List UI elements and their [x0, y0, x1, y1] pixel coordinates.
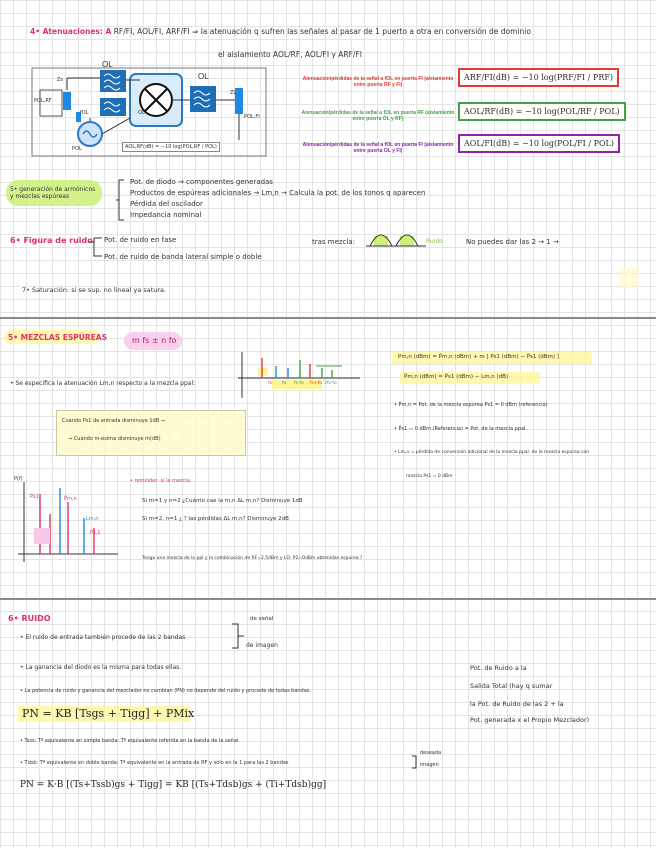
spectrum2-axis: P(f) [14, 476, 23, 482]
divider-1 [0, 317, 656, 319]
att-row-3-formula: AOL/FI(dB) = −10 log(POL/FI / POL) [458, 134, 620, 153]
filter-right [190, 86, 216, 112]
ol-label-right: OL [198, 72, 209, 81]
mezclas-q1: Si m=1 y n=2 ¿Cuánto cae la m,n ΔL m,n? Disminuye 1dB [142, 498, 303, 504]
zs-label: Zs [57, 77, 64, 83]
section5-item-2: Productos de espúreas adicionales → Lm,n → Calcula la pot. de los tonos q aparecen [130, 189, 426, 197]
section4-number: 4• Atenuaciones: A [30, 27, 112, 36]
att-row-1-formula: ARF/FI(dB) = −10 log(PRF/FI / PRF) [458, 68, 619, 87]
section6-brace [88, 234, 102, 258]
mezclas-left-text: • Se especifica la atenuación Lm,n respecto a la mezcla ppal: [10, 380, 196, 387]
mezclas-right-line-2: P̃m,n (dBm) = P̃s1 (dBm) − Lm,n (dB) [404, 374, 509, 380]
ruido-note-3: la Pot. de Ruido de las 2 + la [470, 700, 564, 708]
zl-label: ZL [230, 90, 237, 96]
spectrum2-label-1: P̃s1 [30, 494, 39, 500]
mixer-diagram [30, 60, 270, 160]
att-row-2-formula: AOL/RF(dB) = −10 log(POL/RF / POL) [458, 102, 626, 121]
section6-branch-1: Pot. de ruido en fase [104, 236, 177, 244]
section5-label-text: 5• generación de armónicos y mezclas espúreas [10, 186, 96, 200]
mezclas-right-line-6: mezcla Ps1 = 0 dBm [406, 474, 453, 479]
mezclas-yellow-line-1: Cuando Ps1 de entrada disminuye 1dB ⇒ [62, 418, 165, 424]
diagram-bottom-formula: AOL,RF(dB) = −10 log(POL,RF / POL) [122, 142, 220, 152]
noise-bumps-sketch [366, 226, 426, 248]
mezclas-formula-pink: m fs ± n fo [132, 336, 177, 345]
section5-label [6, 180, 102, 206]
spectrum-tag-diff: fs-fo [294, 381, 304, 386]
ruido-line-2: de señal [250, 616, 274, 622]
ruido-note-2: Salida Total (hay q sumar [470, 682, 553, 690]
spectrum-tag-sum: fs+fo [310, 381, 323, 386]
mezclas-right-line-4: • P̃s1 − 0 dBm (Referencia) = Pot. de la mezcla ppal. [394, 426, 528, 432]
mezclas-q2: Si m=2, n=1 ¿ ? las pérdidas ΔL m,n? Disminuye 2dB [142, 516, 289, 522]
spectrum2-label-4: Lm,n [86, 516, 99, 522]
divider-2 [0, 598, 656, 600]
spectrum2-label-3: P̃s,1 [90, 530, 101, 536]
mezclas-title: 5• MEZCLAS ESPÚREAS [8, 333, 107, 342]
mezclas-yellow-box [56, 410, 246, 456]
zs-resistor [63, 92, 71, 110]
ruido-formula-bottom: PN = K·B [(Ts+Tssb)gs + Tigg] = KB [(Ts+Tdsb)gs + (Ti+Tdsb)gg] [20, 780, 327, 790]
fol-label: fOL [80, 110, 89, 116]
mezclas-footer-line: Tengo una mezcla de la ppl y la combinación de RF=2.5dBm y LO: P2=0dBm obtenidas espúrea ? [142, 556, 363, 561]
ruido-brace [232, 622, 244, 650]
att-row-3-text: Atenuación/pérdidas de la señal a fOL en puerta FI (aislamiento entre puerta OL y FI) [302, 142, 454, 154]
ruido-tdsb-brace [412, 754, 420, 770]
section7-label: 7• Saturación: si se sup. no lineal ya satura. [22, 286, 167, 294]
ruido-line-5: • La potencia de ruido y ganancia del mezclador no cambian (PN) no depende del ruido y procede de todas bandas. [20, 688, 311, 694]
spectrum-tag-fo: fo [282, 381, 287, 386]
section6-tras: tras mezcla: [312, 238, 356, 246]
ruido-line-3: de imagen [246, 642, 278, 649]
section5-item-3: Pérdida del oscilador [130, 200, 203, 208]
mezclas-right-line-1: Pm,n (dBm) = P̃m,n (dBm) + m [ Ps1 (dBm) − P̃s1 (dBm) ] [398, 354, 559, 360]
spectrum-tag-fs: fs [268, 381, 272, 386]
ruido-formula-main: PN = KB [Tsgs + Tigg] + PMix [22, 707, 195, 720]
mezclas-right-line-3: • P̃m,n = Pot. de la mezcla espúrea Ps1 = 0 dBm (referencia) [394, 402, 548, 408]
section5-item-1: Pot. de diodo → componentes generadas [130, 178, 273, 186]
att-row-1-text: Atenuación/pérdidas de la señal a fOL en puerta FI (aislamiento entre puerta RF y FI) [302, 76, 454, 88]
spectrum-bottom-sketch [10, 478, 120, 564]
pol-rf-label: POL,RF [34, 98, 52, 104]
sticky-note [620, 268, 638, 288]
section5-brace [116, 178, 126, 222]
ruido-tdsb-line: • Tdsb: Tª equivalente en doble banda: Tª equivalente en la entrada de RF y sólo en la 1 para las 2 bandas [20, 760, 289, 766]
section5-item-4: Impedancia nominal [130, 211, 202, 219]
ruido-title: 6• RUIDO [8, 614, 51, 623]
section6-ruido-tag: Ruido [426, 238, 443, 245]
pol-fi-label: POL,FI [244, 114, 260, 120]
spectrum2-label-2: P̃m,n [64, 496, 77, 502]
mezclas-reminder: • reminder: sí la mezcla [130, 478, 190, 484]
ruido-brace-deseada: deseada [420, 750, 442, 756]
section6-label-text: 6• Figura de ruido [10, 236, 93, 245]
ruido-tsss-line: • Tsss: Tª equivalente en simple banda: Tª equivalente referida en la banda de la señal [20, 738, 239, 744]
section4-heading [30, 27, 531, 36]
section4-heading-rest: RF/FI, AOL/FI, ARF/FI ⇒ la atenuación q sufren las señales al pasar de 1 puerto a otra en conversión de dominio [113, 27, 531, 36]
mezclas-right-line-5: • Lm,n = pérdida de conversión adicional de la mezcla ppal. de la mezcla espúrea con [394, 450, 590, 455]
ol-small-label: OL [138, 110, 145, 116]
att-row-2-text: Atenuación/pérdidas de la señal a fOL en puerta RF (aislamiento entre puerta OL y RF) [301, 110, 455, 122]
section6-branch-2: Pot. de ruido de banda lateral simple o doble [104, 253, 262, 261]
ruido-note-4: Pot. generada x el Propio Mezclador) [470, 716, 590, 724]
section4-subline: el aislamiento AOL/RF, AOL/FI y ARF/FI [218, 50, 362, 59]
spectrum-tag-2fs: 2fs-fo [324, 381, 337, 386]
ol-label-left: OL [102, 60, 113, 69]
ruido-line-4: • La ganancia del diodo es la misma para todas ellas. [20, 664, 182, 671]
section6-note: No puedes dar las 2 → 1 → [466, 238, 559, 246]
spectrum-top-sketch [232, 350, 362, 400]
ruido-line-1: • El ruido de entrada también procede de las 2 bandas [20, 634, 186, 641]
mezclas-yellow-line-2: ⇒ Cuando m-ésima disminuye m(dB) [68, 436, 161, 442]
ruido-note-1: Pot. de Ruido a la [470, 664, 527, 672]
pol-label: POL [72, 146, 82, 152]
ruido-brace-imagen: imagen [420, 762, 439, 768]
section6-label [10, 236, 93, 245]
filter-left-2 [100, 98, 126, 116]
